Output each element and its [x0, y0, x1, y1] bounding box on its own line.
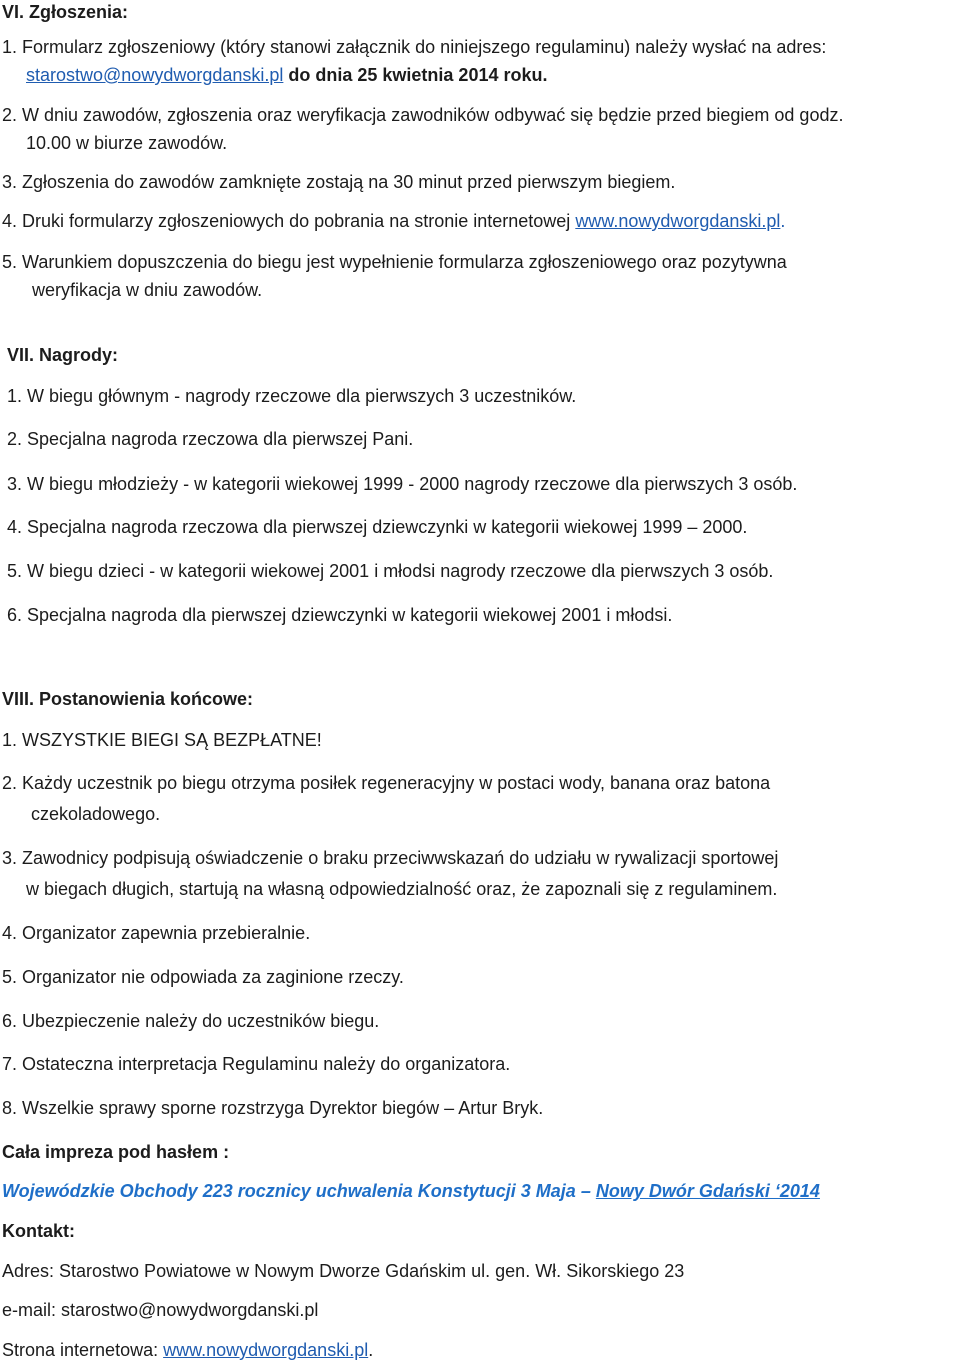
- vi-item-4-number: 4.: [2, 211, 18, 231]
- motto-label: Cała impreza pod hasłem :: [2, 1142, 230, 1162]
- viii-item-6: [2, 1009, 379, 1033]
- viii-item-1: [2, 728, 322, 752]
- website-link[interactable]: www.nowydworgdanski.pl: [575, 211, 781, 231]
- viii-item-number: 8.: [2, 1098, 18, 1118]
- vi-item-4-text: Druki formularzy zgłoszeniowych do pobrania na stronie internetowej: [22, 211, 576, 231]
- viii-item-7: [2, 1052, 510, 1076]
- vi-item-2: [2, 103, 843, 127]
- viii-item-5: [2, 965, 404, 989]
- vi-item-4-end: .: [780, 211, 786, 231]
- section-viii-heading: VIII. Postanowienia końcowe:: [2, 689, 254, 709]
- viii-item-number: 4.: [2, 923, 18, 943]
- viii-item-3-cont: w biegach długich, startują na własną odpowiedzialność oraz, że zapoznali się z regulaminem.: [26, 879, 778, 899]
- vii-item-2: [7, 427, 413, 451]
- viii-item-text: Organizator nie odpowiada za zaginione rzeczy.: [22, 967, 404, 987]
- viii-item-2: [2, 771, 770, 795]
- viii-item-text: Wszelkie sprawy sporne rozstrzyga Dyrektor biegów – Artur Bryk.: [22, 1098, 544, 1118]
- vi-item-1-deadline: do dnia 25 kwietnia 2014 roku.: [283, 65, 548, 85]
- contact-address: Adres: Starostwo Powiatowe w Nowym Dworze Gdańskim ul. gen. Wł. Sikorskiego 23: [2, 1261, 685, 1281]
- vii-item-number: 1.: [7, 386, 23, 406]
- vi-item-2-number: 2.: [2, 105, 18, 125]
- viii-item-number: 7.: [2, 1054, 18, 1074]
- vi-item-3-text: Zgłoszenia do zawodów zamknięte zostają na 30 minut przed pierwszym biegiem.: [22, 172, 676, 192]
- vii-item-text: Specjalna nagroda rzeczowa dla pierwszej Pani.: [27, 429, 414, 449]
- contact-website-link[interactable]: www.nowydworgdanski.pl: [163, 1340, 369, 1360]
- vii-item-6: [7, 603, 672, 627]
- vi-item-1-cont: [26, 63, 547, 87]
- vii-item-number: 4.: [7, 517, 23, 537]
- contact-website-label: Strona internetowa:: [2, 1340, 164, 1360]
- vii-item-text: W biegu dzieci - w kategorii wiekowej 2001 i młodsi nagrody rzeczowe dla pierwszych 3 osób.: [27, 561, 774, 581]
- section-vii-heading: VII. Nagrody:: [7, 345, 119, 365]
- viii-item-text: Organizator zapewnia przebieralnie.: [22, 923, 311, 943]
- vii-item-number: 6.: [7, 605, 23, 625]
- vii-item-5: [7, 559, 773, 583]
- viii-item-number: 6.: [2, 1011, 18, 1031]
- viii-item-8: [2, 1096, 543, 1120]
- viii-item-text: WSZYSTKIE BIEGI SĄ BEZPŁATNE!: [22, 730, 322, 750]
- motto-text: [2, 1179, 820, 1203]
- viii-item-2-cont: czekoladowego.: [31, 804, 161, 824]
- vi-item-2-cont: 10.00 w biurze zawodów.: [26, 133, 228, 153]
- vi-item-3: [2, 170, 675, 194]
- motto-text-part1: Wojewódzkie Obchody 223 rocznicy uchwalenia Konstytucji 3 Maja –: [2, 1181, 596, 1201]
- contact-heading: Kontakt:: [2, 1221, 75, 1241]
- viii-item-number: 1.: [2, 730, 18, 750]
- viii-item-3: [2, 846, 778, 870]
- vii-item-text: Specjalna nagroda rzeczowa dla pierwszej dziewczynki w kategorii wiekowej 1999 – 2000.: [27, 517, 748, 537]
- vi-item-5-cont: weryfikacja w dniu zawodów.: [32, 280, 263, 300]
- vii-item-1: [7, 384, 576, 408]
- viii-item-text: Ubezpieczenie należy do uczestników biegu.: [22, 1011, 380, 1031]
- contact-website-end: .: [368, 1340, 374, 1360]
- contact-email: e-mail: starostwo@nowydworgdanski.pl: [2, 1300, 319, 1320]
- vii-item-text: W biegu młodzieży - w kategorii wiekowej 1999 - 2000 nagrody rzeczowe dla pierwszych 3 osób.: [27, 474, 798, 494]
- vi-item-5-number: 5.: [2, 252, 18, 272]
- vi-item-5-text: Warunkiem dopuszczenia do biegu jest wypełnienie formularza zgłoszeniowego oraz pozytywna: [22, 252, 787, 272]
- vi-item-2-text: W dniu zawodów, zgłoszenia oraz weryfikacja zawodników odbywać się będzie przed biegiem od godz.: [22, 105, 844, 125]
- viii-item-number: 2.: [2, 773, 18, 793]
- section-vi-heading: VI. Zgłoszenia:: [2, 2, 129, 22]
- vii-item-4: [7, 515, 747, 539]
- viii-item-number: 5.: [2, 967, 18, 987]
- viii-item-text: Ostateczna interpretacja Regulaminu należy do organizatora.: [22, 1054, 511, 1074]
- vii-item-text: W biegu głównym - nagrody rzeczowe dla pierwszych 3 uczestników.: [27, 386, 577, 406]
- vi-item-5: [2, 250, 787, 274]
- vi-item-3-number: 3.: [2, 172, 18, 192]
- vii-item-number: 5.: [7, 561, 23, 581]
- vii-item-3: [7, 472, 797, 496]
- viii-item-text: Zawodnicy podpisują oświadczenie o braku przeciwwskazań do udziału w rywalizacji sportowej: [22, 848, 779, 868]
- vi-item-4: [2, 209, 785, 233]
- vii-item-number: 3.: [7, 474, 23, 494]
- vii-item-text: Specjalna nagroda dla pierwszej dziewczynki w kategorii wiekowej 2001 i młodsi.: [27, 605, 673, 625]
- viii-item-number: 3.: [2, 848, 18, 868]
- vi-item-1-text: Formularz zgłoszeniowy (który stanowi załącznik do niniejszego regulaminu) należy wysłać na adres:: [22, 37, 827, 57]
- email-link[interactable]: starostwo@nowydworgdanski.pl: [26, 65, 284, 85]
- viii-item-text: Każdy uczestnik po biegu otrzyma posiłek regeneracyjny w postaci wody, banana oraz batona: [22, 773, 771, 793]
- vi-item-1: [2, 35, 826, 59]
- viii-item-4: [2, 921, 310, 945]
- contact-website: [2, 1338, 373, 1362]
- vi-item-1-number: 1.: [2, 37, 18, 57]
- vii-item-number: 2.: [7, 429, 23, 449]
- motto-text-part2: Nowy Dwór Gdański ‘2014: [595, 1181, 820, 1201]
